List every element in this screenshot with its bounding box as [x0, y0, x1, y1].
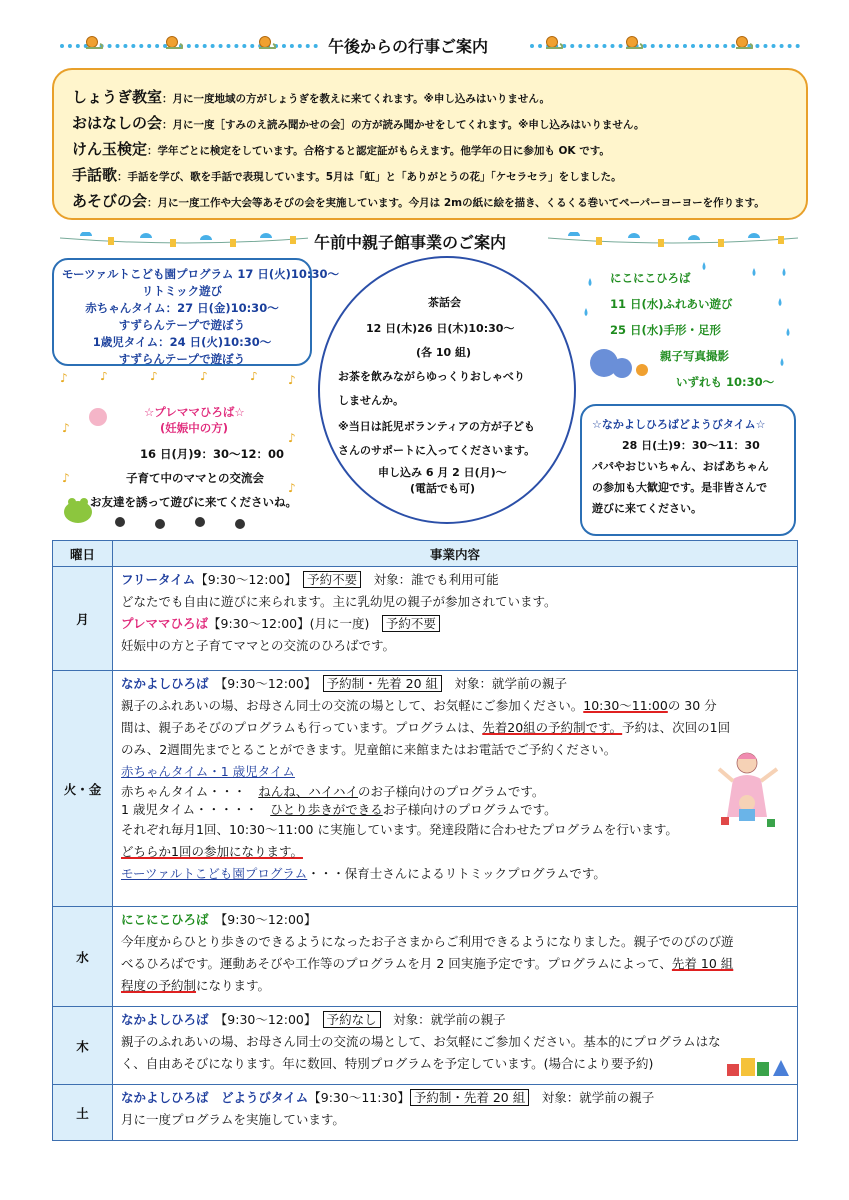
- svg-text:♪: ♪: [288, 373, 296, 387]
- premama-time: 16 日(月)9：30～12：00: [140, 447, 285, 461]
- tea-desc: さんのサポートに入ってくださいます。: [338, 444, 536, 457]
- program-desc-highlight: ひとり歩きができる: [270, 802, 383, 817]
- snail-icon: [545, 36, 563, 49]
- reservation-tag: 予約制・先着 20 組: [323, 675, 442, 692]
- day-cell: 月: [53, 567, 113, 671]
- toy-blocks-illustration: [725, 1052, 791, 1078]
- program-desc: の 30 分: [667, 698, 717, 713]
- event-name: 手話歌: [72, 166, 118, 184]
- program-time: 【9:30～12:00】: [195, 572, 291, 587]
- doyoubi-box: [580, 404, 796, 536]
- snail-icon: [258, 36, 276, 49]
- nikoniko-line: 25 日(水)手形・足形: [610, 323, 722, 337]
- program-desc: それぞれ毎月1回、10:30～11:00 に実施しています。発達段階に合わせたプログラムを行います。: [121, 822, 678, 837]
- program-target: 対象：誰でも利用可能: [373, 572, 499, 587]
- tea-apply: 申し込み 6 月 2 日(月)～: [378, 466, 507, 479]
- event-row: [72, 110, 788, 136]
- tea-desc: しませんか。: [338, 394, 404, 407]
- tea-limit: (各 10 組): [416, 346, 472, 359]
- event-row: [72, 84, 788, 110]
- program-name: なかよしひろば: [121, 676, 209, 691]
- afternoon-title: 午後からの行事ご案内: [322, 34, 494, 57]
- day-cell: 木: [53, 1007, 113, 1085]
- mozart-program-box: [52, 258, 339, 366]
- mozart-line: リトミック遊び: [141, 284, 223, 298]
- program-desc: ・・・保育士さんによるリトミックプログラムです。: [307, 866, 606, 881]
- mozart-line: 1歳児タイム：24 日(火)10:30～: [92, 335, 272, 349]
- program-name: フリータイム: [121, 572, 196, 587]
- header-day: 曜日: [53, 541, 113, 567]
- program-time: 【9:30～12:00】: [221, 676, 311, 691]
- content-cell: [113, 1085, 798, 1141]
- tea-desc: お茶を飲みながらゆっくりおしゃべり: [338, 370, 525, 383]
- umbrella-garland-right: [548, 232, 798, 250]
- content-cell: [113, 671, 798, 907]
- program-target: 対象：就学前の親子: [541, 1090, 655, 1105]
- nikoniko-box: [584, 258, 794, 388]
- program-desc: 間は、親子あそびのプログラムも行っています。プログラムは、: [121, 720, 483, 735]
- table-row: [53, 1007, 798, 1085]
- table-row: [53, 1085, 798, 1141]
- program-link[interactable]: モーツァルトこども園プログラム: [121, 866, 308, 881]
- svg-text:♪: ♪: [100, 372, 108, 383]
- content-cell: [113, 907, 798, 1007]
- morning-title: 午前中親子館事業のご案内: [308, 230, 512, 253]
- tea-party-oval: [318, 256, 576, 524]
- event-name: けん玉検定: [72, 140, 148, 158]
- snail-icon: [85, 36, 103, 49]
- doyoubi-desc: の参加も大歓迎です。是非皆さんで: [592, 481, 768, 494]
- reservation-tag: 予約不要: [303, 571, 361, 588]
- day-cell: 水: [53, 907, 113, 1007]
- program-desc: 今年度からひとり歩きのできるようになったお子さまからご利用できるようになりました。親子でのびのび遊: [121, 934, 734, 949]
- program-desc: 月に一度プログラムを実施しています。: [121, 1112, 345, 1127]
- program-desc: 1 歳児タイム・・・・・: [121, 802, 258, 817]
- program-desc: のみ、2週間先までとることができます。児童館に来館またはお電話でご予約ください。: [121, 742, 617, 757]
- premama-title: ☆プレママひろば☆: [144, 405, 245, 419]
- snail-icon: [165, 36, 183, 49]
- program-time: 【9:30～12:00】: [221, 1012, 311, 1027]
- program-desc: 親子のふれあいの場、お母さん同士の交流の場として、お気軽にご参加ください。: [121, 698, 584, 713]
- doyoubi-desc: 遊びに来てください。: [592, 502, 702, 515]
- snail-icon: [625, 36, 643, 49]
- reservation-tag: 予約なし: [323, 1011, 381, 1028]
- nikoniko-line: 親子写真撮影: [660, 349, 729, 363]
- premama-desc: お友達を誘って遊びに来てくださいね。: [90, 495, 297, 509]
- program-desc: べるひろばです。運動あそびや工作等のプログラムを月 2 回実施予定です。プログラムによって、: [121, 956, 672, 971]
- afternoon-events-box: [52, 68, 808, 220]
- program-target: 対象：就学前の親子: [393, 1012, 506, 1027]
- program-desc-highlight: 先着20組の予約制です。: [482, 720, 623, 735]
- svg-text:♪: ♪: [62, 421, 70, 435]
- reservation-tag: 予約不要: [382, 615, 440, 632]
- svg-text:♪: ♪: [200, 372, 208, 383]
- event-row: [72, 136, 788, 162]
- tea-title: 茶話会: [428, 296, 461, 309]
- tea-time: 12 日(木)26 日(木)10:30～: [366, 322, 515, 335]
- schedule-table: [52, 540, 798, 1141]
- tea-apply-note: (電話でも可): [410, 482, 476, 495]
- program-desc: 妊娠中の方と子育てママとの交流のひろばです。: [121, 638, 396, 653]
- header-dots-right: [530, 44, 800, 48]
- event-desc: ：月に一度工作や大会等あそびの会を実施しています。今月は 2mの紙に絵を描き、くるくる巻いてペーパーヨーヨーを作ります。: [147, 197, 765, 209]
- program-time: 【9:30～11:30】: [308, 1090, 410, 1105]
- event-name: しょうぎ教室: [72, 88, 163, 106]
- program-name: なかよしひろば どようびタイム: [121, 1090, 309, 1105]
- program-desc: のお子様向けのプログラムです。: [358, 784, 545, 799]
- svg-text:♪: ♪: [60, 372, 68, 385]
- event-desc: ：月に一度［すみのえ読み聞かせの会］の方が読み聞かせをしてくれます。※申し込みはいりません。: [162, 119, 645, 131]
- program-desc-highlight: 10:30～11:00: [583, 698, 668, 713]
- day-cell: 土: [53, 1085, 113, 1141]
- program-desc-highlight: 程度の予約制: [121, 978, 197, 993]
- event-row: [72, 188, 788, 214]
- snail-icon: [735, 36, 753, 49]
- reservation-tag: 予約制・先着 20 組: [410, 1089, 529, 1106]
- program-name: なかよしひろば: [121, 1012, 209, 1027]
- table-row: [53, 907, 798, 1007]
- premama-subtitle: (妊娠中の方): [160, 421, 229, 435]
- event-row: [72, 162, 788, 188]
- tea-desc: ※当日は託児ボランティアの方が子ども: [338, 420, 535, 433]
- program-desc: く、自由あそびになります。年に数回、特別プログラムを予定しています。(場合により要予約): [121, 1056, 654, 1071]
- mozart-line: 赤ちゃんタイム：27 日(金)10:30～: [85, 301, 279, 315]
- umbrella-garland-left: [60, 232, 310, 250]
- content-cell: [113, 1007, 798, 1085]
- program-target: 対象：就学前の親子: [454, 676, 568, 691]
- svg-text:♪: ♪: [62, 471, 70, 485]
- mozart-line: モーツァルトこども園プログラム 17 日(火)10:30～: [62, 267, 339, 281]
- program-desc: 親子のふれあいの場、お母さん同士の交流の場として、お気軽にご参加ください。基本的にプログラムはな: [121, 1034, 721, 1049]
- table-header-row: [53, 541, 798, 567]
- program-link[interactable]: 赤ちゃんタイム・1 歳児タイム: [121, 764, 295, 779]
- program-desc: になります。: [196, 978, 271, 993]
- table-row: [53, 671, 798, 907]
- mozart-line: すずらんテープで遊ぼう: [118, 352, 246, 366]
- content-cell: [113, 567, 798, 671]
- svg-text:♪: ♪: [250, 372, 258, 383]
- program-name: にこにこひろば: [121, 912, 209, 927]
- program-desc-highlight: 先着 10 組: [671, 956, 734, 971]
- svg-text:♪: ♪: [150, 372, 158, 383]
- event-name: おはなしの会: [72, 114, 163, 132]
- svg-text:♪: ♪: [288, 431, 296, 445]
- day-cell: 火・金: [53, 671, 113, 907]
- event-desc: ：手話を学び、歌を手話で表現しています。5月は「虹」と「ありがとうの花」「ケセラセラ」をしました。: [117, 171, 622, 183]
- program-desc: 予約は、次回の1回: [622, 720, 731, 735]
- header-content: 事業内容: [113, 541, 798, 567]
- doyoubi-desc: パパやおじいちゃん、おばあちゃん: [592, 460, 769, 473]
- program-time: 【9:30～12:00】(月に一度): [208, 616, 370, 631]
- nikoniko-line: いずれも 10:30～: [676, 375, 775, 389]
- premama-box: [60, 372, 300, 532]
- doyoubi-time: 28 日(土)9：30～11：30: [622, 439, 760, 452]
- program-name: プレママひろば: [121, 616, 209, 631]
- event-name: あそびの会: [72, 192, 148, 210]
- event-desc: ：学年ごとに検定をしています。合格すると認定証がもらえます。他学年の日に参加も OK です。: [147, 145, 610, 157]
- svg-text:♪: ♪: [288, 481, 296, 495]
- program-desc: どなたでも自由に遊びに来られます。主に乳幼児の親子が参加されています。: [121, 594, 557, 609]
- mother-baby-illustration: [715, 749, 785, 829]
- program-desc-highlight: ねんね、ハイハイ: [258, 784, 359, 799]
- program-desc: お子様向けのプログラムです。: [382, 802, 557, 817]
- nikoniko-title: にこにこひろば: [610, 271, 691, 285]
- event-desc: ：月に一度地域の方がしょうぎを教えに来てくれます。※申し込みはいりません。: [162, 93, 551, 105]
- doyoubi-title: ☆なかよしひろばどようびタイム☆: [592, 418, 766, 431]
- program-time: 【9:30～12:00】: [221, 912, 317, 927]
- nikoniko-line: 11 日(水)ふれあい遊び: [610, 297, 733, 311]
- table-row: [53, 567, 798, 671]
- premama-desc: 子育て中のママとの交流会: [126, 471, 264, 485]
- program-desc-highlight: どちらか1回の参加になります。: [121, 844, 303, 859]
- program-desc: 赤ちゃんタイム・・・: [121, 784, 246, 799]
- mozart-line: すずらんテープで遊ぼう: [118, 318, 246, 332]
